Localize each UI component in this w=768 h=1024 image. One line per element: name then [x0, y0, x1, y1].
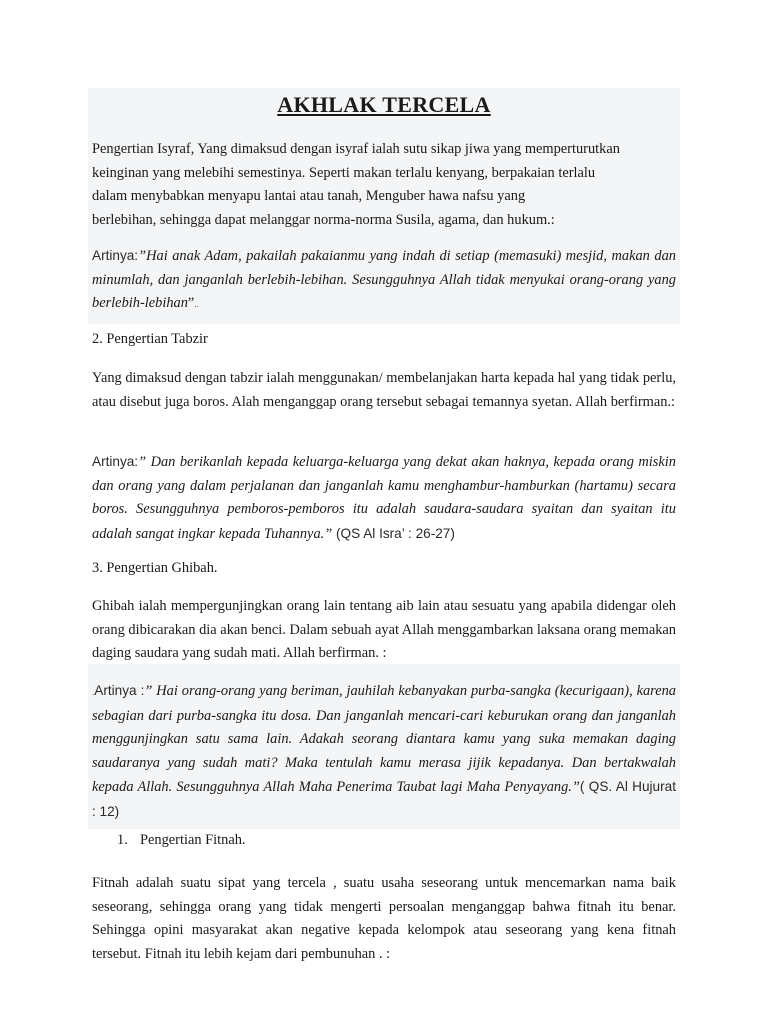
quote-tabzir	[92, 450, 676, 546]
quote-tail: ..	[194, 299, 199, 310]
heading-ghibah: 3. Pengertian Ghibah.	[92, 560, 218, 576]
quote-text: ” Hai orang-orang yang beriman, jauhilah kebanyakan purba-sangka (kecurigaan), karena sebagian dari purba-sangka itu dosa. Dan janganlah mencari-cari keburukan orang dan janganlah menggunjingkan satu sama lain. Adakah seorang diantara kamu yang suka memakan daging saudaranya yang sudah mati? Maka tentulah kamu merasa jijik kepadanya. Dan bertakwalah kepada Allah. Sesungguhnya Allah Maha Penerima Taubat lagi Maha Penyayang.”	[92, 683, 676, 796]
quote-text: ” Dan berikanlah kepada keluarga-keluarga yang dekat akan haknya, kepada orang miskin dan orang yang dalam perjalanan dan janganlah kamu menghambur-hamburkan (hartamu) secara boros. Sesungguhnya pemboros-pemboros itu adalah saudara-saudara syaitan dan syaitan itu adalah sangat ingkar kepada Tuhannya.”	[92, 454, 676, 542]
quote-open-mark: ”	[138, 248, 147, 264]
paragraph-fitnah: Fitnah adalah suatu sipat yang tercela , suatu usaha seseorang untuk mencemarkan nama baik seseorang, sehingga orang yang tidak mengerti persoalan menganggap bahwa fitnah itu benar. Sehingga opini masyarakat akan negative kepada kelompok atau seseorang yang kena fitnah tersebut. Fitnah itu lebih kejam dari pembunuhan . :	[92, 875, 676, 962]
quote-isyraf	[92, 244, 676, 317]
quote-reference: ( QS. Al Hujurat : 12)	[92, 779, 676, 819]
heading-tabzir: 2. Pengertian Tabzir	[92, 331, 208, 347]
quote-ghibah	[92, 679, 676, 825]
quote-reference: (QS Al Isra’ : 26-27)	[332, 525, 455, 541]
paragraph-ghibah: Ghibah ialah mempergunjingkan orang lain tentang aib lain atau sesuatu yang apabila didengar oleh orang dibicarakan dia akan benci. Dalam sebuah ayat Allah menggambarkan laksana orang memakan daging saudara yang sudah mati. Allah berfirman. :	[92, 598, 676, 662]
list-text: Pengertian Fitnah.	[140, 832, 246, 848]
quote-label: Artinya :	[94, 683, 145, 698]
paragraph-tabzir: Yang dimaksud dengan tabzir ialah menggunakan/ membelanjakan harta kepada hal yang tidak perlu, atau disebut juga boros. Alah menganggap orang tersebut sebagai temannya syetan. Allah berfirman.:	[92, 370, 676, 410]
paragraph-line: dalam menybabkan menyapu lantai atau tanah, Menguber hawa nafsu yang	[92, 188, 526, 205]
quote-text: Hai anak Adam, pakailah pakaianmu yang indah di setiap (memasuki) mesjid, makan dan minumlah, dan janganlah berlebih-lebihan. Sesungguhnya Allah tidak menyukai orang-orang yang berlebih-lebihan	[92, 248, 676, 312]
heading-fitnah	[117, 832, 246, 849]
quote-label: Artinya:	[92, 454, 139, 469]
quote-close-mark: ”	[187, 295, 195, 312]
list-number: 1.	[117, 832, 128, 848]
page-title: AKHLAK TERCELA	[277, 92, 491, 117]
quote-lead-dot: .	[92, 687, 95, 697]
paragraph-line: berlebihan, sehingga dapat melanggar norma-norma Susila, agama, dan hukum.:	[92, 211, 555, 228]
paragraph-line: Pengertian Isyraf, Yang dimaksud dengan isyraf ialah sutu sikap jiwa yang memperturutkan	[92, 141, 620, 157]
paragraph-line: keinginan yang melebihi semestinya. Seperti makan terlalu kenyang, berpakaian terlalu	[92, 164, 596, 181]
paragraph-isyraf	[92, 138, 676, 232]
quote-label: Artinya:	[92, 248, 139, 263]
